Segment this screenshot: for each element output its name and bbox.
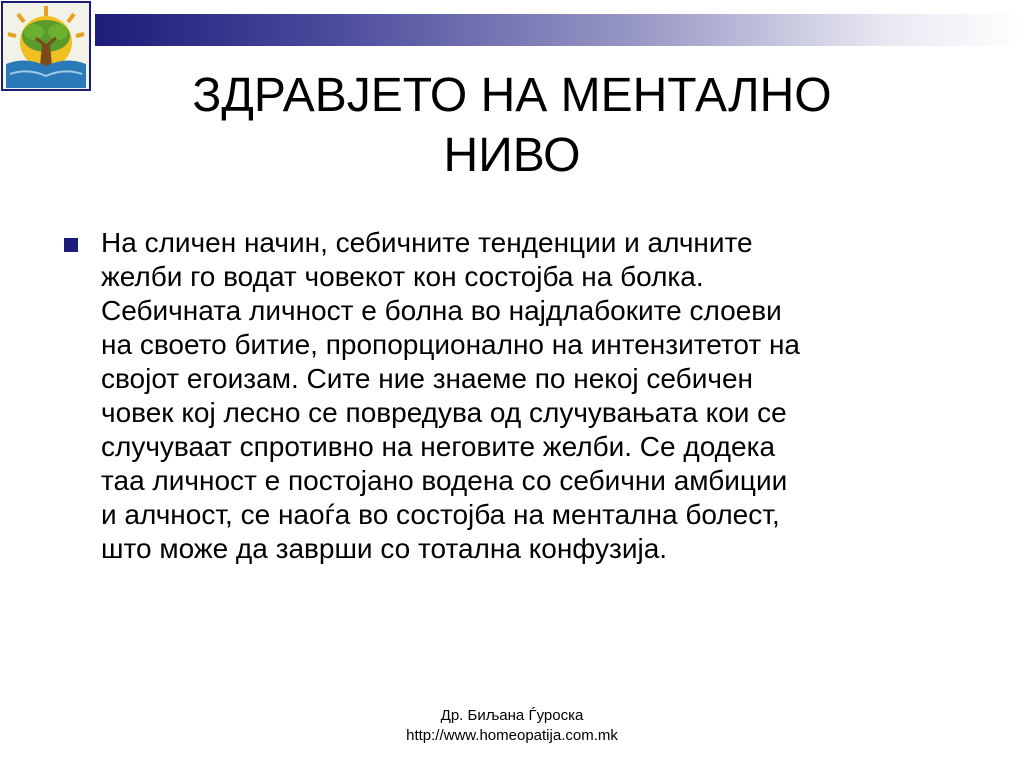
paragraph-line: таа личност е постојано водена со себични амбиции bbox=[101, 465, 788, 496]
paragraph-line: човек кој лесно се повредува од случувањата кои се bbox=[101, 397, 787, 428]
slide-title bbox=[100, 66, 924, 186]
paragraph-line: На сличен начин, себичните тенденции и алчните bbox=[101, 227, 753, 258]
paragraph-line: на своето битие, пропорционално на интензитетот на bbox=[101, 329, 800, 360]
slide-footer bbox=[362, 706, 662, 746]
paragraph-line: и алчност, се наоѓа во состојба на ментална болест, bbox=[101, 499, 780, 530]
paragraph-line: случуваат спротивно на неговите желби. Се додека bbox=[101, 431, 776, 462]
slide-title-line-1: ЗДРАВЈЕТО НА МЕНТАЛНО bbox=[192, 69, 832, 122]
footer-url: http://www.homeopatija.com.mk bbox=[406, 727, 618, 744]
slide-title-line-2: НИВО bbox=[443, 129, 581, 182]
paragraph-line: желби го водат човекот кон состојба на болка. bbox=[101, 261, 704, 292]
paragraph-line: Себичната личност е болна во најдлабоките слоеви bbox=[101, 295, 782, 326]
tree-logo-icon bbox=[0, 0, 92, 92]
footer-author: Др. Биљана Ѓуроска bbox=[440, 707, 584, 724]
square-bullet-icon bbox=[64, 238, 78, 252]
header-gradient-bar bbox=[95, 14, 1024, 46]
bullet-paragraph bbox=[101, 226, 971, 566]
paragraph-line: што може да заврши со тотална конфузија. bbox=[101, 533, 668, 564]
paragraph-line: својот егоизам. Сите ние знаеме по некој себичен bbox=[101, 363, 753, 394]
